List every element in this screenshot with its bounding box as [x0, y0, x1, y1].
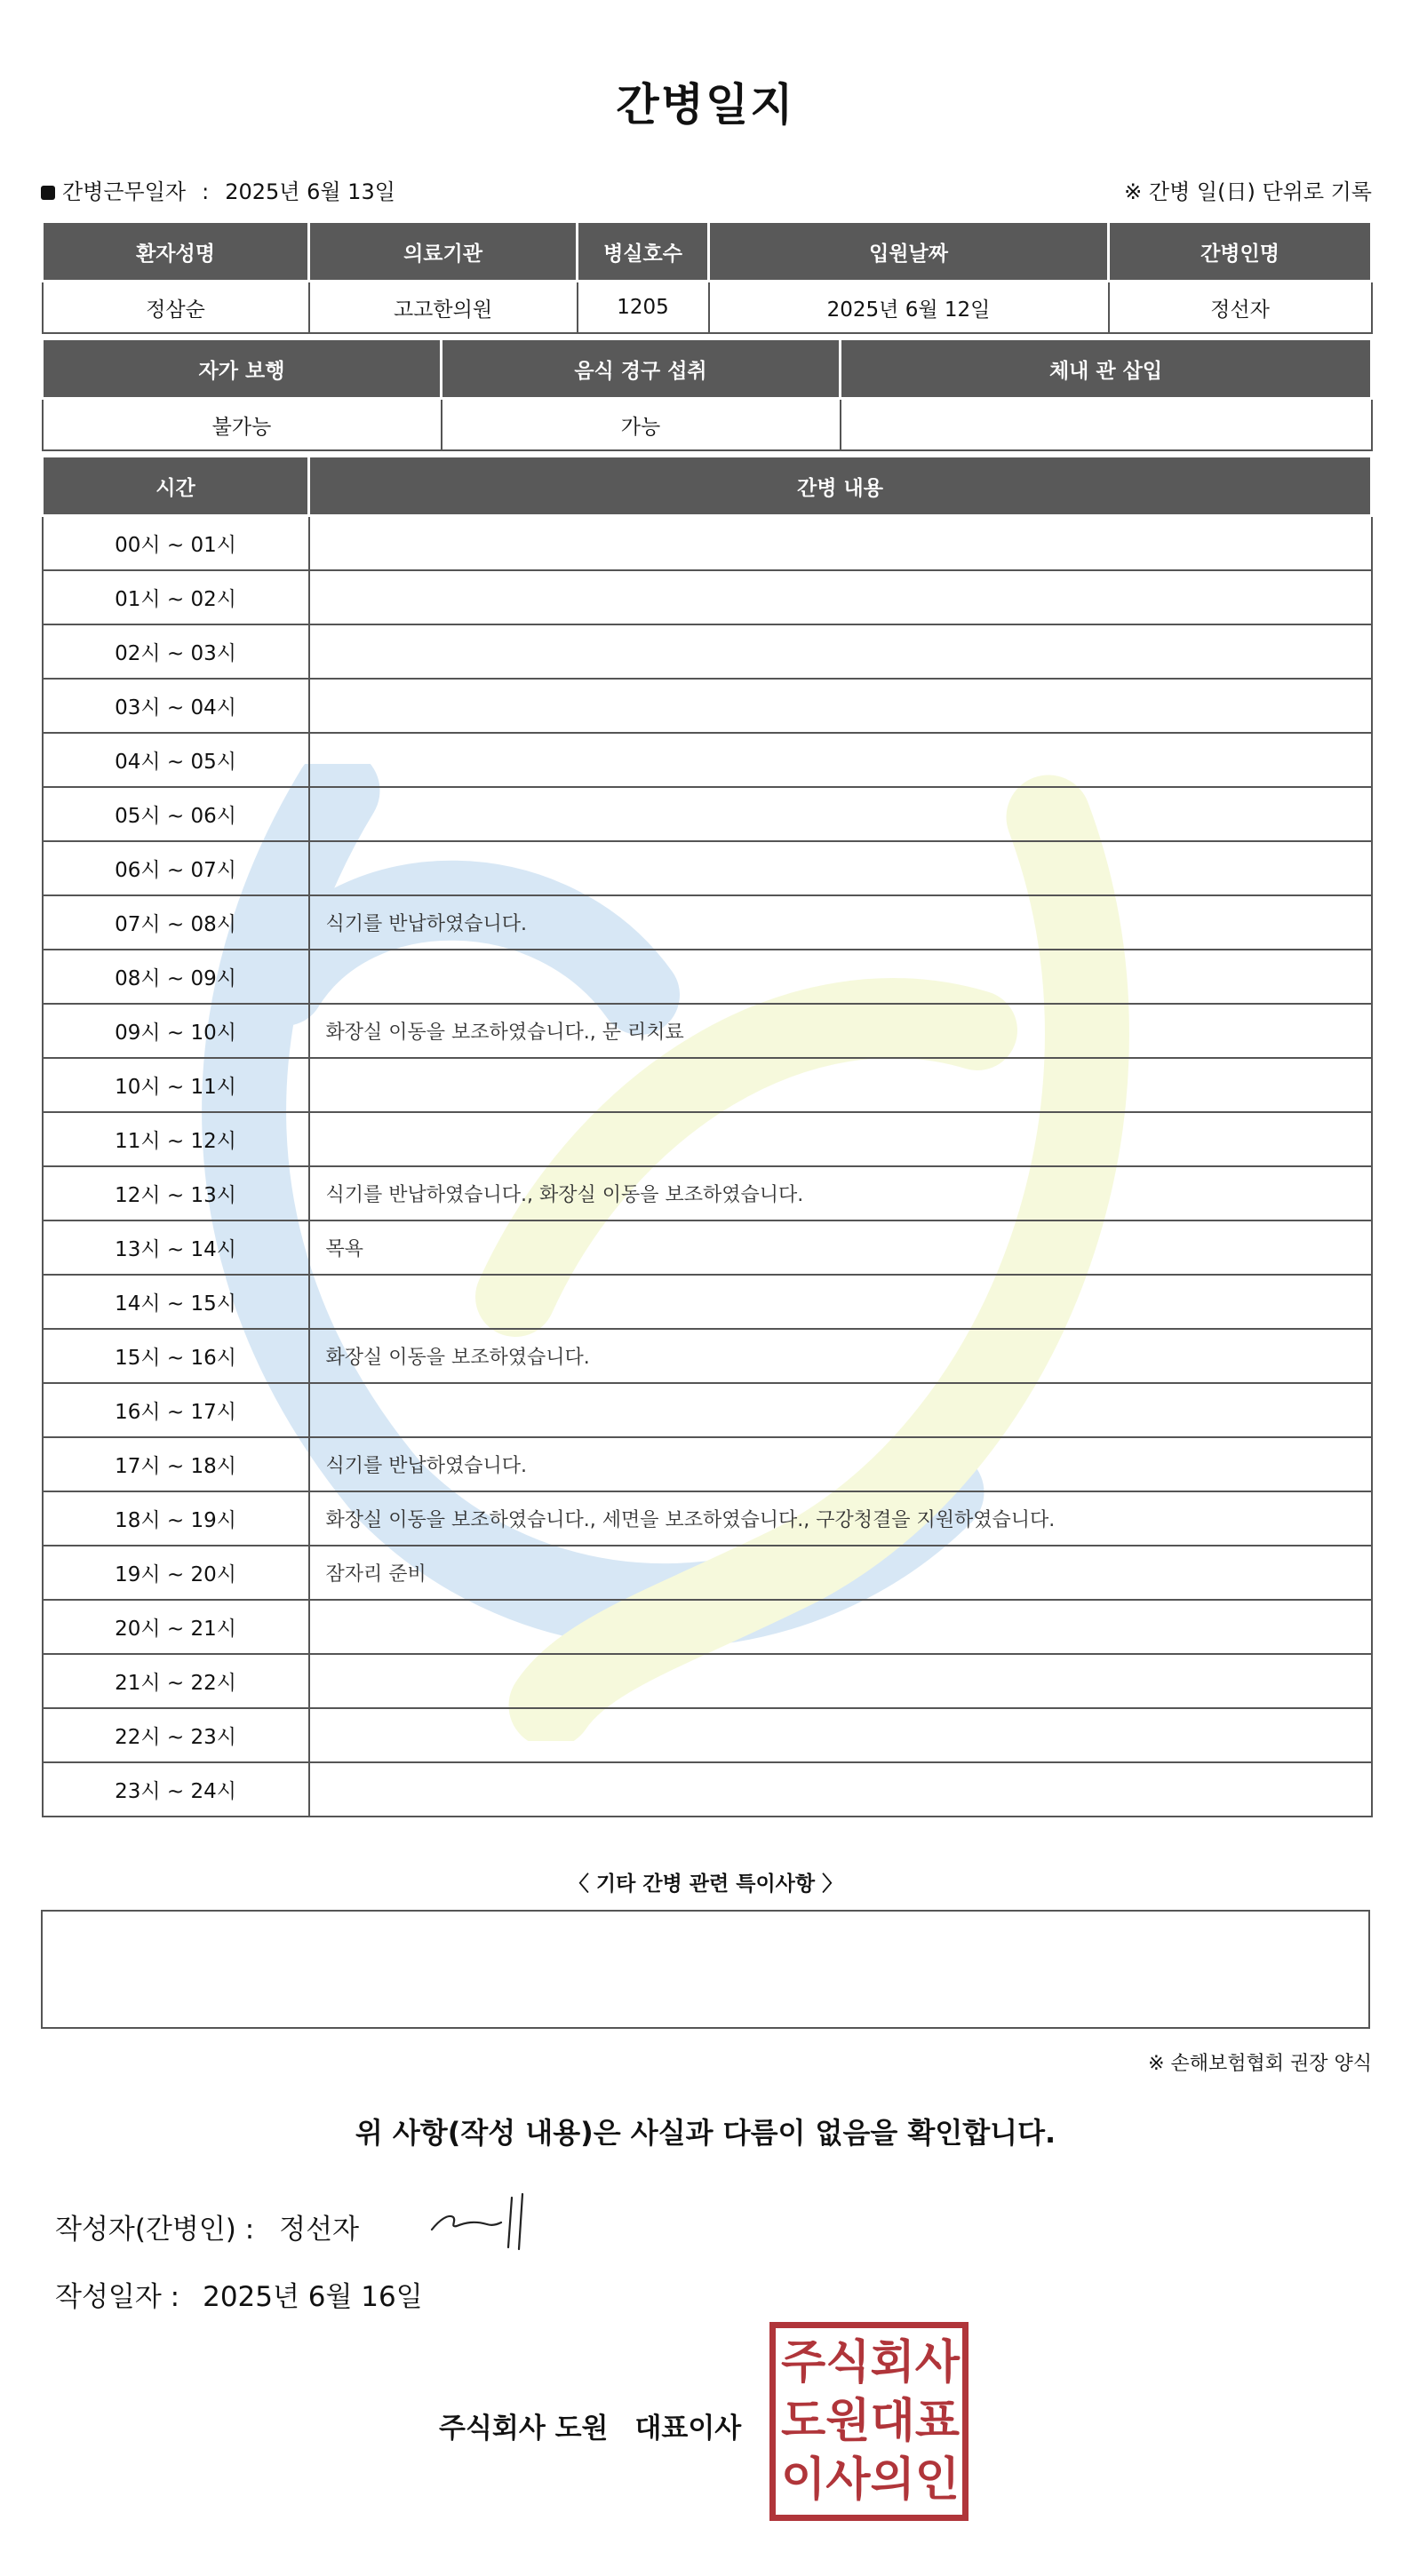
time-cell: 08시 ~ 09시 — [43, 950, 309, 1004]
time-cell: 20시 ~ 21시 — [43, 1600, 309, 1654]
seal-character: 식 — [825, 2336, 871, 2389]
care-content-cell — [309, 787, 1372, 841]
time-cell: 21시 ~ 22시 — [43, 1654, 309, 1708]
record-unit-note: ※ 간병 일(日) 단위로 기록 — [1124, 179, 1372, 204]
care-content-cell — [309, 1112, 1372, 1166]
time-cell: 10시 ~ 11시 — [43, 1058, 309, 1112]
table-row — [43, 1546, 1372, 1600]
care-log-table — [41, 455, 1373, 1817]
time-cell: 16시 ~ 17시 — [43, 1383, 309, 1437]
time-cell: 01시 ~ 02시 — [43, 570, 309, 624]
written-date-line — [55, 2274, 423, 2314]
time-cell: 13시 ~ 14시 — [43, 1220, 309, 1275]
header-tube: 체내 관 삽입 — [841, 339, 1372, 399]
time-cell: 17시 ~ 18시 — [43, 1437, 309, 1491]
table-row — [43, 895, 1372, 950]
time-cell: 15시 ~ 16시 — [43, 1329, 309, 1383]
seal-character: 사 — [914, 2336, 960, 2389]
seal-character: 도 — [781, 2395, 826, 2448]
bullet-square-icon — [41, 186, 55, 200]
seal-character: 회 — [870, 2336, 915, 2389]
walking-status: 불가능 — [43, 399, 442, 451]
signature-icon — [430, 2185, 537, 2256]
seal-character: 원 — [825, 2395, 871, 2448]
care-content-cell — [309, 1600, 1372, 1654]
table-row — [43, 950, 1372, 1004]
oral-intake-status: 가능 — [442, 399, 841, 451]
time-cell: 22시 ~ 23시 — [43, 1708, 309, 1762]
time-cell: 19시 ~ 20시 — [43, 1546, 309, 1600]
care-content-cell: 식기를 반납하였습니다. — [309, 895, 1372, 950]
writer-line — [55, 2206, 359, 2246]
table-row — [43, 1600, 1372, 1654]
time-cell: 14시 ~ 15시 — [43, 1275, 309, 1329]
time-cell: 18시 ~ 19시 — [43, 1491, 309, 1546]
care-content-cell: 화장실 이동을 보조하였습니다., 세면을 보조하였습니다., 구강청결을 지원하였습니다. — [309, 1491, 1372, 1546]
header-care-content: 간병 내용 — [309, 457, 1372, 516]
care-content-cell — [309, 733, 1372, 787]
table-row — [43, 1220, 1372, 1275]
care-content-cell: 식기를 반납하였습니다. — [309, 1437, 1372, 1491]
written-date-label: 작성일자 : — [55, 2281, 180, 2313]
company-name: 주식회사 도원 — [439, 2413, 609, 2445]
other-notes-box — [41, 1910, 1370, 2029]
time-cell: 00시 ~ 01시 — [43, 516, 309, 571]
room-number: 1205 — [578, 282, 709, 334]
patient-name: 정삼순 — [43, 282, 309, 334]
care-content-cell — [309, 1654, 1372, 1708]
care-content-cell: 잠자리 준비 — [309, 1546, 1372, 1600]
care-content-cell — [309, 1383, 1372, 1437]
table-row — [43, 733, 1372, 787]
table-row — [43, 841, 1372, 895]
time-cell: 05시 ~ 06시 — [43, 787, 309, 841]
table-row — [43, 1437, 1372, 1491]
time-cell: 23시 ~ 24시 — [43, 1762, 309, 1817]
table-row — [43, 1058, 1372, 1112]
care-content-cell: 화장실 이동을 보조하였습니다. — [309, 1329, 1372, 1383]
table-row — [43, 1275, 1372, 1329]
table-row — [43, 787, 1372, 841]
time-cell: 07시 ~ 08시 — [43, 895, 309, 950]
care-log-body — [43, 516, 1372, 1817]
table-row — [43, 1166, 1372, 1220]
header-room: 병실호수 — [578, 222, 709, 282]
seal-character: 의 — [870, 2453, 915, 2507]
table-row — [43, 570, 1372, 624]
seal-character: 표 — [914, 2395, 960, 2448]
care-content-cell — [309, 1708, 1372, 1762]
work-date-value: 2025년 6월 13일 — [225, 179, 395, 204]
source-note: ※ 손해보험협회 권장 양식 — [1148, 2053, 1372, 2075]
care-content-cell: 화장실 이동을 보조하였습니다., 문 리치료 — [309, 1004, 1372, 1058]
care-content-cell — [309, 950, 1372, 1004]
seal-character: 이 — [781, 2453, 826, 2507]
work-date-label: 간병근무일자 — [62, 179, 187, 204]
table-row — [43, 679, 1372, 733]
writer-name: 정선자 — [279, 2214, 360, 2246]
table-row — [43, 1708, 1372, 1762]
care-content-cell — [309, 1762, 1372, 1817]
header-oral-intake: 음식 경구 섭취 — [442, 339, 841, 399]
seal-character: 주 — [781, 2336, 826, 2389]
care-content-cell — [309, 624, 1372, 679]
header-admission-date: 입원날짜 — [709, 222, 1109, 282]
table-row — [43, 1762, 1372, 1817]
care-content-cell — [309, 1058, 1372, 1112]
written-date-value: 2025년 6월 16일 — [203, 2281, 423, 2313]
table-row — [43, 1329, 1372, 1383]
table-row — [43, 1004, 1372, 1058]
care-content-cell — [309, 1275, 1372, 1329]
table-row — [43, 1112, 1372, 1166]
time-cell: 09시 ~ 10시 — [43, 1004, 309, 1058]
caregiver-name: 정선자 — [1109, 282, 1372, 334]
patient-info-table — [41, 220, 1373, 334]
care-content-cell — [309, 679, 1372, 733]
care-content-cell: 식기를 반납하였습니다., 화장실 이동을 보조하였습니다. — [309, 1166, 1372, 1220]
representative-title: 대표이사 — [634, 2413, 742, 2445]
table-row — [43, 516, 1372, 571]
patient-status-table — [41, 338, 1373, 451]
time-cell: 06시 ~ 07시 — [43, 841, 309, 895]
hospital-name: 고고한의원 — [309, 282, 578, 334]
care-content-cell — [309, 516, 1372, 571]
company-seal-icon — [769, 2322, 969, 2521]
time-cell: 12시 ~ 13시 — [43, 1166, 309, 1220]
header-caregiver: 간병인명 — [1109, 222, 1372, 282]
time-cell: 02시 ~ 03시 — [43, 624, 309, 679]
writer-label: 작성자(간병인) : — [55, 2214, 255, 2246]
time-cell: 11시 ~ 12시 — [43, 1112, 309, 1166]
seal-character: 대 — [870, 2395, 915, 2448]
header-time: 시간 — [43, 457, 309, 516]
header-patient-name: 환자성명 — [43, 222, 309, 282]
admission-date: 2025년 6월 12일 — [709, 282, 1109, 334]
time-cell: 03시 ~ 04시 — [43, 679, 309, 733]
care-content-cell: 목욕 — [309, 1220, 1372, 1275]
time-cell: 04시 ~ 05시 — [43, 733, 309, 787]
table-row — [43, 624, 1372, 679]
work-date-separator: : — [202, 179, 210, 204]
confirm-statement: 위 사항(작성 내용)은 사실과 다름이 없음을 확인합니다. — [355, 2116, 1056, 2150]
seal-character: 인 — [914, 2453, 960, 2507]
tube-status — [841, 399, 1372, 451]
header-walking: 자가 보행 — [43, 339, 442, 399]
care-content-cell — [309, 841, 1372, 895]
table-row — [43, 1654, 1372, 1708]
care-content-cell — [309, 570, 1372, 624]
table-row — [43, 1383, 1372, 1437]
company-signoff — [439, 2405, 741, 2445]
page-title: 간병일지 — [616, 79, 795, 131]
table-row — [43, 1491, 1372, 1546]
other-notes-title: 〈 기타 간병 관련 특이사항 〉 — [568, 1872, 843, 1896]
work-date — [41, 174, 395, 205]
header-hospital: 의료기관 — [309, 222, 578, 282]
seal-character: 사 — [825, 2453, 871, 2507]
